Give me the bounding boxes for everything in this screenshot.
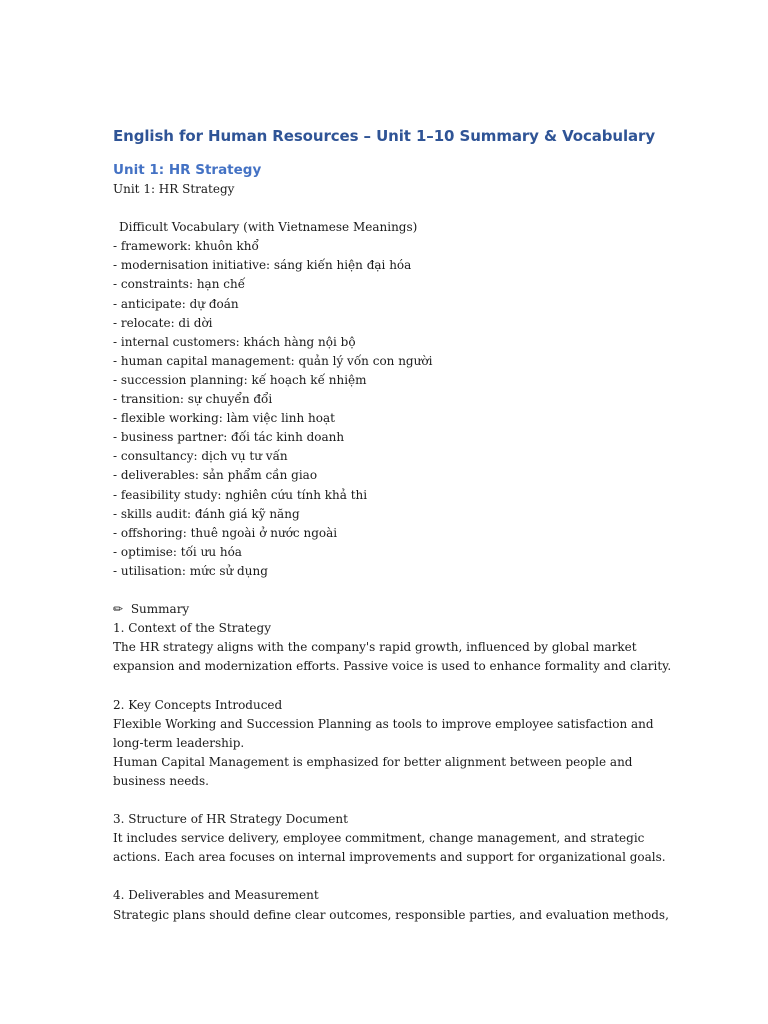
section-heading: 4. Deliverables and Measurement bbox=[113, 888, 319, 903]
vocabulary-item: - feasibility study: nghiên cứu tính khả thi bbox=[113, 487, 368, 502]
summary-section bbox=[113, 696, 673, 791]
blank-line bbox=[113, 581, 673, 600]
section-paragraph: Human Capital Management is emphasized for better alignment between people and business needs. bbox=[113, 754, 633, 788]
pencil-icon: ✏ bbox=[113, 602, 124, 617]
vocabulary-item: - relocate: di dời bbox=[113, 315, 213, 330]
blank-line bbox=[113, 199, 673, 218]
vocabulary-item: - succession planning: kế hoạch kế nhiệm bbox=[113, 372, 367, 387]
blank-line bbox=[113, 791, 673, 810]
vocabulary-list bbox=[113, 237, 673, 581]
section-paragraph: Strategic plans should define clear outcomes, responsible parties, and evaluation methods, bbox=[113, 907, 669, 922]
summary-section bbox=[113, 619, 673, 676]
vocabulary-heading: Difficult Vocabulary (with Vietnamese Meanings) bbox=[119, 220, 418, 235]
vocabulary-item: - deliverables: sản phẩm cần giao bbox=[113, 468, 318, 483]
vocabulary-item: - skills audit: đánh giá kỹ năng bbox=[113, 506, 300, 521]
blank-line bbox=[113, 676, 673, 695]
vocabulary-item: - utilisation: mức sử dụng bbox=[113, 563, 268, 578]
section-heading: 3. Structure of HR Strategy Document bbox=[113, 812, 348, 827]
vocabulary-item: - modernisation initiative: sáng kiến hiện đại hóa bbox=[113, 258, 412, 273]
vocabulary-item: - constraints: hạn chế bbox=[113, 277, 246, 292]
summary-label: Summary bbox=[130, 602, 190, 617]
summary-section bbox=[113, 886, 673, 924]
summary-section bbox=[113, 810, 673, 867]
vocabulary-item: - human capital management: quản lý vốn con người bbox=[113, 353, 433, 368]
unit-heading: Unit 1: HR Strategy bbox=[113, 162, 262, 178]
section-paragraph: Flexible Working and Succession Planning as tools to improve employee satisfaction and long-term leadership. bbox=[113, 716, 654, 750]
vocabulary-item: - internal customers: khách hàng nội bộ bbox=[113, 334, 356, 349]
document-body bbox=[113, 180, 673, 925]
document-page bbox=[113, 124, 673, 925]
vocabulary-item: - framework: khuôn khổ bbox=[113, 239, 259, 254]
vocabulary-item: - consultancy: dịch vụ tư vấn bbox=[113, 449, 288, 464]
vocabulary-item: - business partner: đối tác kinh doanh bbox=[113, 430, 345, 445]
vocabulary-item: - anticipate: dự đoán bbox=[113, 296, 239, 311]
section-heading: 2. Key Concepts Introduced bbox=[113, 697, 283, 712]
section-paragraph: It includes service delivery, employee commitment, change management, and strategic actions. Each area focuses on internal improvements and support for organizational goals. bbox=[113, 831, 666, 865]
section-paragraph: The HR strategy aligns with the company's rapid growth, influenced by global market expansion and modernization efforts. Passive voice is used to enhance formality and clarity. bbox=[113, 640, 672, 674]
vocabulary-item: - flexible working: làm việc linh hoạt bbox=[113, 411, 335, 426]
summary-heading bbox=[113, 600, 673, 619]
vocabulary-item: - transition: sự chuyển đổi bbox=[113, 392, 273, 407]
vocabulary-item: - offshoring: thuê ngoài ở nước ngoài bbox=[113, 525, 338, 540]
vocabulary-item: - optimise: tối ưu hóa bbox=[113, 544, 242, 559]
document-title: English for Human Resources – Unit 1–10 Summary & Vocabulary bbox=[113, 127, 656, 145]
blank-line bbox=[113, 867, 673, 886]
section-heading: 1. Context of the Strategy bbox=[113, 621, 271, 636]
unit-subtitle: Unit 1: HR Strategy bbox=[113, 182, 235, 196]
